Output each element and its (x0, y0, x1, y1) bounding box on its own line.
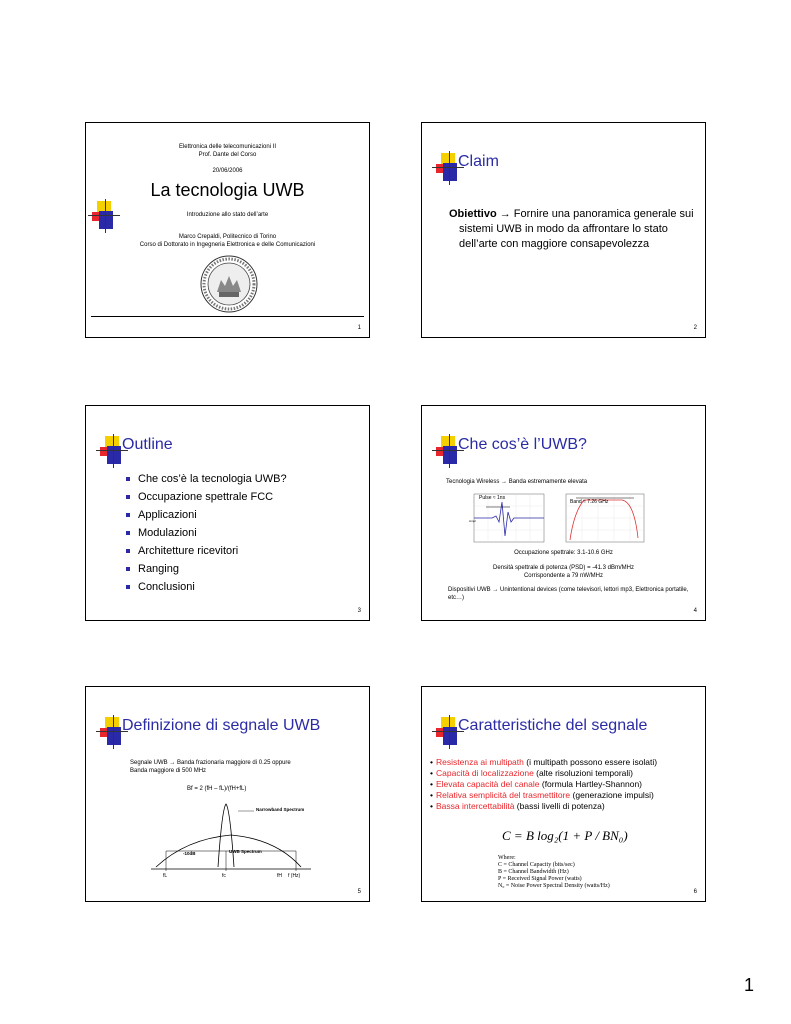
outline-list (124, 470, 287, 596)
where-item: C = Channel Capacity (bits/sec) (498, 862, 575, 868)
where-label: Where: (498, 855, 516, 861)
capacity-equation: C = B log₂(1 + P / BN₀) (502, 828, 628, 843)
svg-text:Ampl: Ampl (469, 519, 476, 523)
slide-number: 4 (693, 608, 697, 614)
slide-title: Che cos’è l’UWB? (458, 436, 587, 453)
slide-3 (85, 405, 370, 621)
outline-item: Applicazioni (124, 506, 287, 524)
fh-label: fH (277, 873, 282, 879)
narrowband-label: Narrowband Spectrum (256, 807, 305, 812)
slide-title: Claim (458, 153, 499, 170)
objective-label: Obiettivo (449, 208, 497, 220)
where-item: P = Received Signal Power (watts) (498, 876, 582, 882)
outline-item: Architetture ricevitori (124, 542, 287, 560)
outline-item: Che cos’è la tecnologia UWB? (124, 470, 287, 488)
author: Marco Crepaldi, Politecnico di Torino (178, 234, 277, 240)
pulse-label: Pulse ≈ 1ns (479, 495, 506, 501)
slide-title: Caratteristiche del segnale (458, 717, 648, 734)
occupation-text: Occupazione spettrale: 3.1-10.6 GHz (514, 550, 613, 556)
outline-item: Ranging (124, 560, 287, 578)
fractional-band-formula: Bf = 2 (fH – fL)/(fH+fL) (187, 786, 247, 792)
slide-6 (421, 686, 706, 902)
slide-number: 5 (357, 889, 361, 895)
pulse-plot (466, 492, 546, 547)
definition-line-1: Segnale UWB → Banda frazionaria maggiore di 0.25 oppure (130, 760, 291, 766)
fc-label: fc (222, 873, 226, 879)
where-item: N₀ = Noise Power Spectral Density (watts/Hz) (498, 883, 610, 889)
slide-title: Definizione di segnale UWB (122, 717, 321, 734)
devices-text: Dispositivi UWB → Unintentional devices (come televisori, lettori mp3, Elettronica portatile, etc…) (448, 587, 689, 601)
slide-subtitle: Introduzione allo stato dell’arte (186, 212, 269, 218)
db-label: -10dB (183, 851, 196, 856)
slide-5 (85, 686, 370, 902)
where-item: B = Channel Bandwidth (Hz) (498, 869, 569, 875)
fl-label: fL (163, 873, 168, 879)
university-seal-icon (199, 254, 259, 314)
slide-title: La tecnologia UWB (150, 180, 305, 200)
slide-4 (421, 405, 706, 621)
slide-number: 6 (693, 889, 697, 895)
wireless-line: Tecnologia Wireless → Banda estremamente elevata (446, 479, 588, 485)
outline-item: Occupazione spettrale FCC (124, 488, 287, 506)
characteristic-item: • Elevata capacità del canale (formula Hartley-Shannon) (430, 779, 657, 790)
objective-text: Fornire una panoramica generale sui sistemi UWB in modo da affrontare lo stato dell’arte con maggiore consapevolezza (459, 208, 694, 250)
slide-number: 3 (357, 608, 361, 614)
page-number: 1 (744, 975, 755, 995)
characteristic-item: • Relativa semplicità del trasmettitore (generazione impulsi) (430, 790, 657, 801)
psd-equivalent: Corrispondente a 79 nW/MHz (523, 573, 604, 579)
slide-2 (421, 122, 706, 338)
uwb-spectrum-label: UWB Spectrum (229, 849, 262, 854)
band-label: Band ≈ 7.26 GHz (570, 499, 609, 505)
doctoral-program: Corso di Dottorato in Ingegneria Elettronica e delle Comunicazioni (139, 242, 316, 248)
characteristic-item: • Bassa intercettabilità (bassi livelli di potenza) (430, 801, 657, 812)
slide-title: Outline (122, 436, 173, 453)
lecture-date: 20/06/2006 (212, 168, 243, 174)
characteristics-list (430, 757, 657, 812)
slide-number: 2 (693, 325, 697, 331)
outline-item: Modulazioni (124, 524, 287, 542)
arrow-icon: → (499, 208, 511, 220)
characteristic-item: • Resistenza ai multipath (i multipath possono essere isolati) (430, 757, 657, 768)
characteristic-item: • Capacità di localizzazione (alte risoluzioni temporali) (430, 768, 657, 779)
slide-1 (85, 122, 370, 338)
hz-label: f (Hz) (288, 873, 301, 879)
outline-item: Conclusioni (124, 578, 287, 596)
slide-number: 1 (357, 325, 361, 331)
course-name: Elettronica delle telecomunicazioni II (178, 144, 277, 150)
psd-text: Densità spettrale di potenza (PSD) = -41.3 dBm/MHz (493, 565, 634, 571)
professor-name: Prof. Dante del Corso (198, 152, 257, 158)
definition-line-2: Banda maggiore di 500 MHz (130, 768, 207, 774)
